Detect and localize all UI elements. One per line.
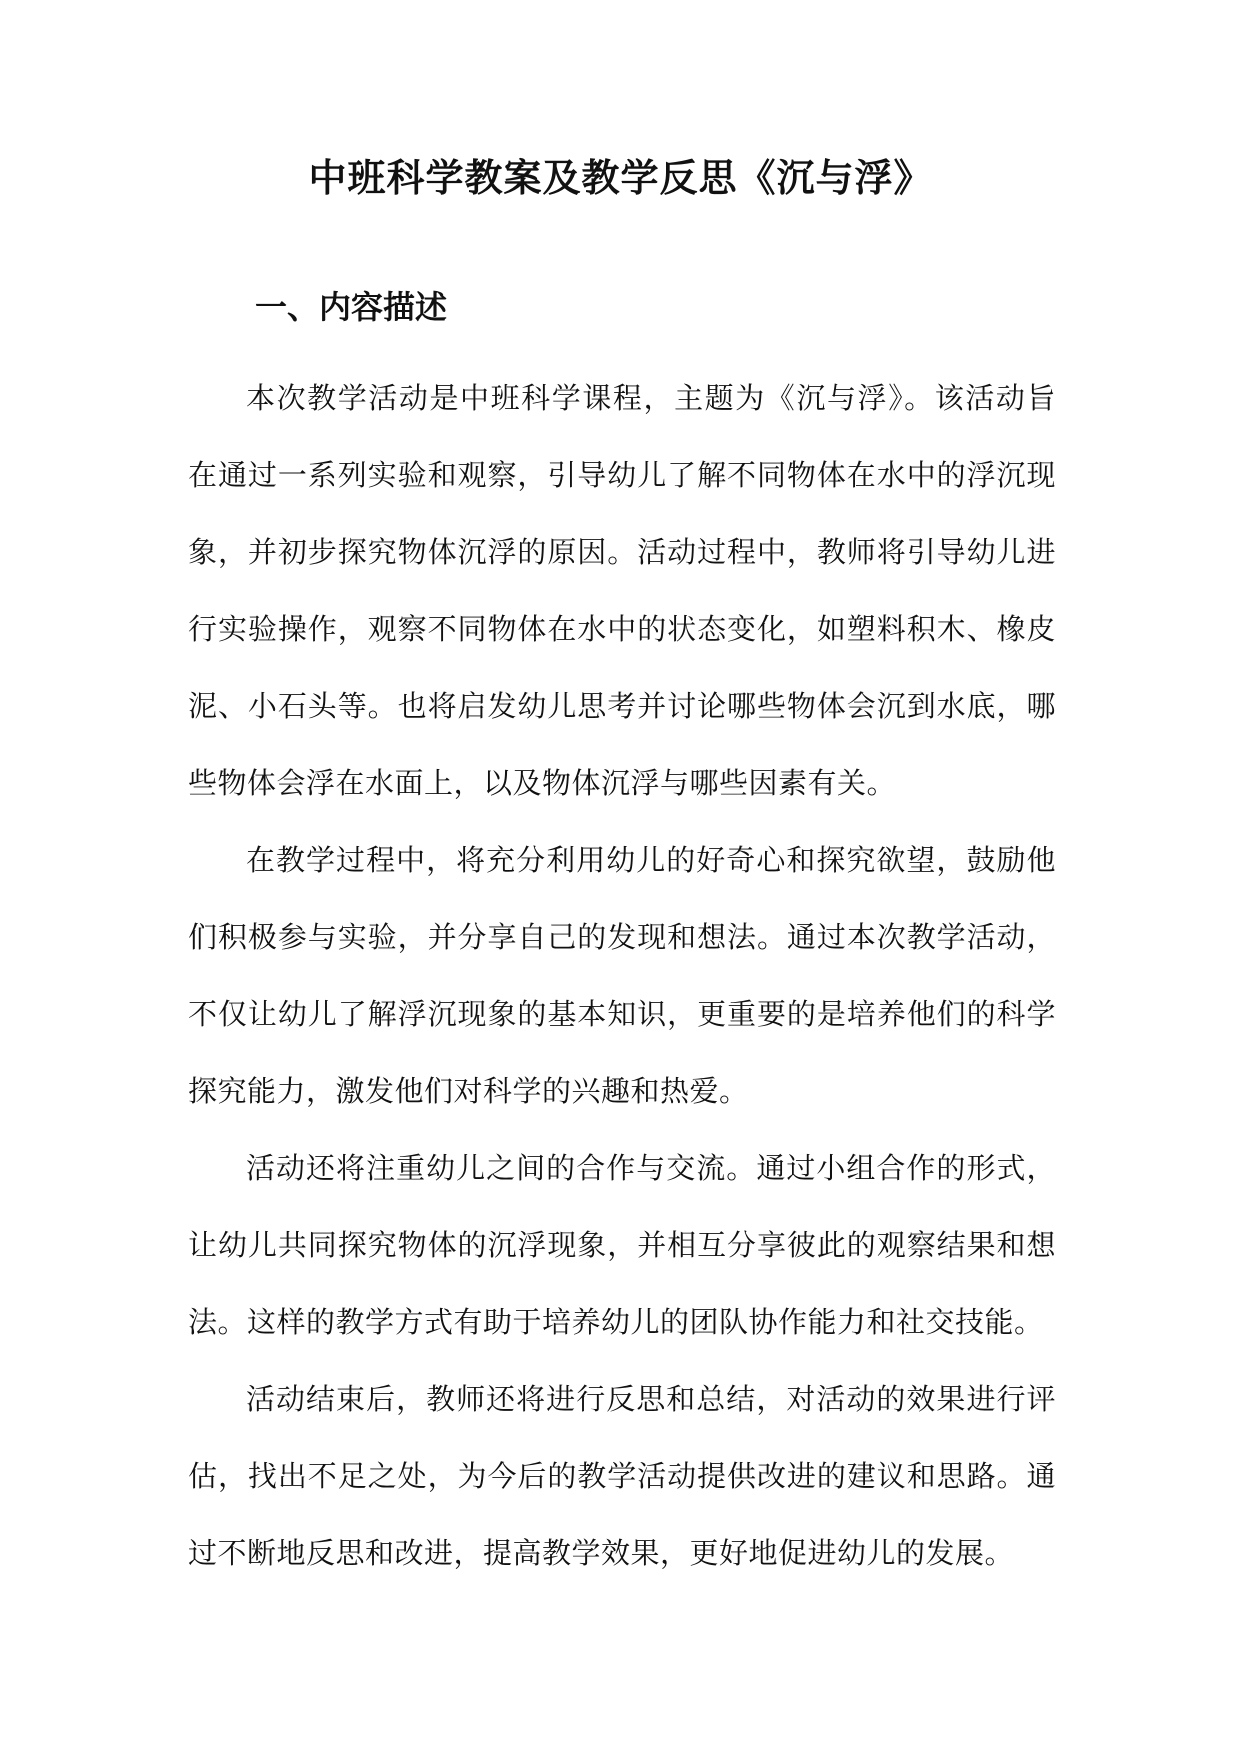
document-body [188,360,1056,1592]
paragraph-2: 在教学过程中，将充分利用幼儿的好奇心和探究欲望，鼓励他们积极参与实验，并分享自己的发现和想法。通过本次教学活动，不仅让幼儿了解浮沉现象的基本知识，更重要的是培养他们的科学探究能力，激发他们对科学的兴趣和热爱。 [188,843,1056,1108]
paragraph-3: 活动还将注重幼儿之间的合作与交流。通过小组合作的形式，让幼儿共同探究物体的沉浮现象，并相互分享彼此的观察结果和想法。这样的教学方式有助于培养幼儿的团队协作能力和社交技能。 [188,1151,1056,1339]
document-title: 中班科学教案及教学反思《沉与浮》 [308,155,933,200]
paragraph-4: 活动结束后，教师还将进行反思和总结，对活动的效果进行评估，找出不足之处，为今后的教学活动提供改进的建议和思路。通过不断地反思和改进，提高教学效果，更好地促进幼儿的发展。 [188,1382,1056,1570]
paragraph-1: 本次教学活动是中班科学课程，主题为《沉与浮》。该活动旨在通过一系列实验和观察，引导幼儿了解不同物体在水中的浮沉现象，并初步探究物体沉浮的原因。活动过程中，教师将引导幼儿进行实验操作，观察不同物体在水中的状态变化，如塑料积木、橡皮泥、小石头等。也将启发幼儿思考并讨论哪些物体会沉到水底，哪些物体会浮在水面上，以及物体沉浮与哪些因素有关。 [188,381,1056,800]
section-heading: 一、内容描述 [255,288,448,326]
